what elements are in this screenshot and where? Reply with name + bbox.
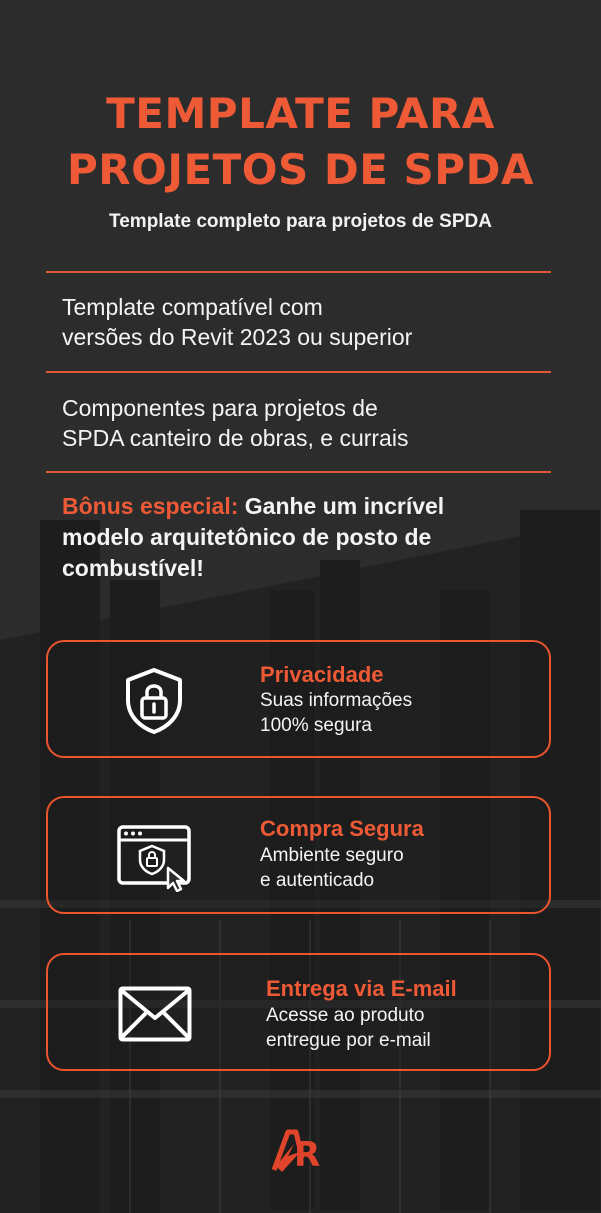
ar-logo-icon [272,1126,332,1174]
card-title: Entrega via E-mail [266,976,457,1001]
bonus-line-3: combustível! [62,555,204,581]
card-title: Privacidade [260,662,384,687]
title-line-2: PROJETOS DE SPDA [67,145,534,194]
divider-2 [46,371,551,373]
feature-line: Componentes para projetos de [62,395,378,421]
divider-1 [46,271,551,273]
divider-3 [46,471,551,473]
card-line: Suas informações [260,690,413,711]
card-line: 100% segura [260,715,372,736]
feature-line: SPDA canteiro de obras, e currais [62,425,409,451]
bonus-text [62,491,542,584]
envelope-icon [118,986,192,1042]
card-email-delivery [46,953,551,1071]
feature-line: Template compatível com [62,294,323,320]
card-privacy [46,640,551,758]
card-line: entregue por e-mail [266,1030,431,1051]
card-secure-purchase [46,796,551,914]
card-line: Acesse ao produto [266,1005,425,1026]
feature-line: versões do Revit 2023 ou superior [62,324,413,350]
bonus-text-part1: Ganhe um incrível [244,493,445,519]
shield-lock-icon [122,666,186,736]
page-title [0,86,601,198]
card-line: Ambiente seguro [260,845,404,866]
card-line: e autenticado [260,870,375,891]
page-subtitle: Template completo para projetos de SPDA [109,211,492,232]
feature-components [62,393,542,453]
bonus-highlight: Bônus especial: [62,493,239,519]
feature-revit-compat [62,292,542,352]
secure-browser-icon [116,824,194,892]
logo-text: R [294,1135,321,1174]
title-line-1: TEMPLATE PARA [106,89,495,138]
bonus-line-2: modelo arquitetônico de posto de [62,524,432,550]
card-title: Compra Segura [260,816,424,841]
